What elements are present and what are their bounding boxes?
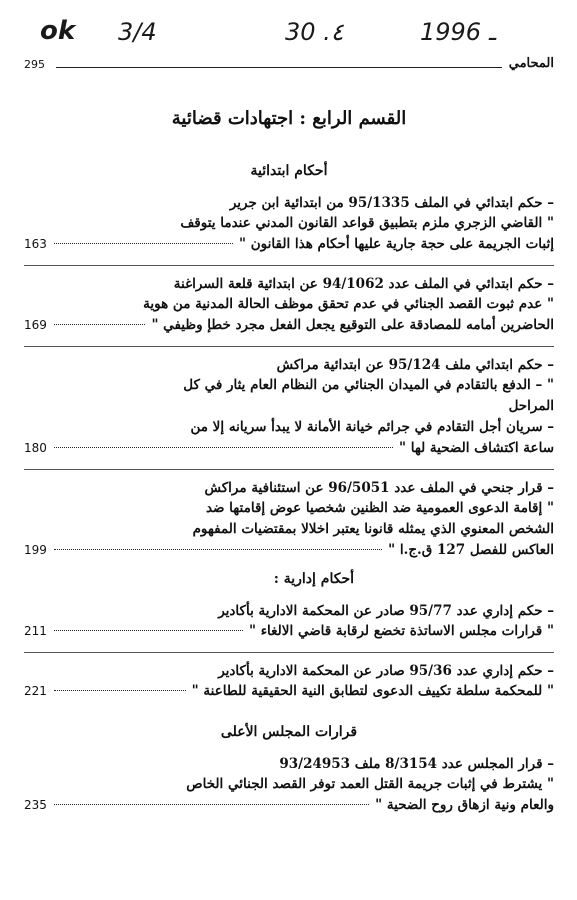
entry-reference-line (24, 621, 554, 642)
header-rule (56, 67, 502, 68)
part-title: القسم الرابع : اجتهادات قضائية (171, 108, 407, 129)
entry-text-line: العاكس للفصل 127 ق.ج.ا " (388, 542, 554, 558)
entry-reference-line (24, 438, 554, 459)
dot-leader (54, 689, 186, 691)
entry-heading: – حكم ابتدائي ملف 95/124 عن ابتدائية مراكش (276, 357, 554, 373)
entry-reference-line (24, 681, 554, 702)
entry-page-number: 199 (24, 543, 47, 557)
toc-entry (24, 478, 554, 561)
entry-divider (24, 469, 554, 470)
dot-leader (54, 242, 233, 244)
toc-entry (24, 754, 554, 816)
entry-text-line: " إقامة الدعوى العمومية ضد الظنين شخصيا عوض إقامتها ضد (205, 500, 554, 516)
handwritten-mark: 30 .٤ (285, 18, 344, 46)
handwritten-fraction: 3/4 (118, 18, 157, 46)
dot-leader (54, 446, 393, 448)
entry-subheading: – سريان أجل التقادم في جرائم خيانة الأمانة لا يبدأ سريانه إلا من (190, 419, 554, 435)
entry-text-line: " عدم ثبوت القصد الجنائي في عدم تحقق موظف الحالة المدنية من هوية (143, 296, 554, 312)
entry-reference-line (24, 234, 554, 255)
section-title-administrative-rulings: أحكام إدارية : (273, 571, 354, 587)
entry-page-number: 163 (24, 237, 47, 251)
entry-heading: – حكم ابتدائي في الملف 95/1335 من ابتدائية ابن جرير (229, 195, 554, 211)
entry-divider (24, 346, 554, 347)
entry-heading: – حكم إداري عدد 95/36 صادر عن المحكمة الادارية بأكادير (218, 663, 554, 679)
running-header (24, 58, 554, 76)
entry-heading: – حكم إداري عدد 95/77 صادر عن المحكمة الادارية بأكادير (218, 603, 554, 619)
handwritten-ok: ok (40, 16, 76, 46)
entry-text-line: الشخص المعنوي الذي يمثله قانونا يعتبر اخلالا بمقتضيات المفهوم (192, 521, 554, 537)
section-title-supreme-council-decisions: قرارات المجلس الأعلى (220, 724, 358, 740)
dot-leader (54, 323, 145, 325)
entry-page-number: 169 (24, 318, 47, 332)
entry-text-line: " قرارات مجلس الاساتذة تخضع لرقابة قاضي الالغاء " (248, 623, 554, 639)
entry-text-line: " يشترط في إثبات جريمة القتل العمد توفر القصد الجنائي الخاص (186, 776, 554, 792)
entry-divider (24, 652, 554, 653)
section-title-primary-rulings: أحكام ابتدائية (250, 163, 328, 179)
entry-text-line: ساعة اكتشاف الضحية لها " (399, 440, 554, 456)
entry-reference-line (24, 540, 554, 561)
table-of-contents (24, 108, 554, 826)
entry-page-number: 180 (24, 441, 47, 455)
entry-text-line: إثبات الجريمة على حجة جارية عليها أحكام هذا القانون " (239, 236, 554, 252)
toc-entry (24, 661, 554, 702)
handwritten-annotations (0, 10, 577, 50)
entry-text-line: المراحل (508, 398, 554, 414)
entry-text-line: الحاضرين أمامه للمصادقة على التوقيع يجعل الفعل مجرد خطإ وظيفي " (151, 317, 554, 333)
handwritten-year: 1996 ـ (420, 18, 496, 46)
entry-heading: – حكم ابتدائي في الملف عدد 94/1062 عن ابتدائية قلعة السراغنة (173, 276, 554, 292)
entry-text-line: " للمحكمة سلطة تكييف الدعوى لتطابق النية الحقيقية للطاعنة " (191, 683, 554, 699)
entry-page-number: 211 (24, 624, 47, 638)
dot-leader (54, 629, 243, 631)
entry-page-number: 235 (24, 798, 47, 812)
entry-reference-line (24, 795, 554, 816)
entry-text-line: والعام ونية ازهاق روح الضحية " (375, 797, 554, 813)
dot-leader (54, 803, 369, 805)
toc-entry (24, 274, 554, 336)
dot-leader (54, 548, 382, 550)
page-number: 295 (24, 58, 45, 71)
entry-text-line: " القاضي الزجري ملزم بتطبيق قواعد القانون المدني عندما يتوقف (180, 215, 554, 231)
journal-title: المحامي (508, 56, 554, 71)
entry-heading: – قرار جنحي في الملف عدد 96/5051 عن استئنافية مراكش (204, 480, 554, 496)
toc-entry (24, 601, 554, 642)
toc-entry (24, 355, 554, 459)
entry-page-number: 221 (24, 684, 47, 698)
entry-heading: – قرار المجلس عدد 8/3154 ملف 93/24953 (279, 756, 554, 772)
entry-divider (24, 265, 554, 266)
entry-text-line: " – الدفع بالتقادم في الميدان الجنائي من النظام العام يثار في كل (183, 377, 554, 393)
entry-reference-line (24, 315, 554, 336)
toc-entry (24, 193, 554, 255)
